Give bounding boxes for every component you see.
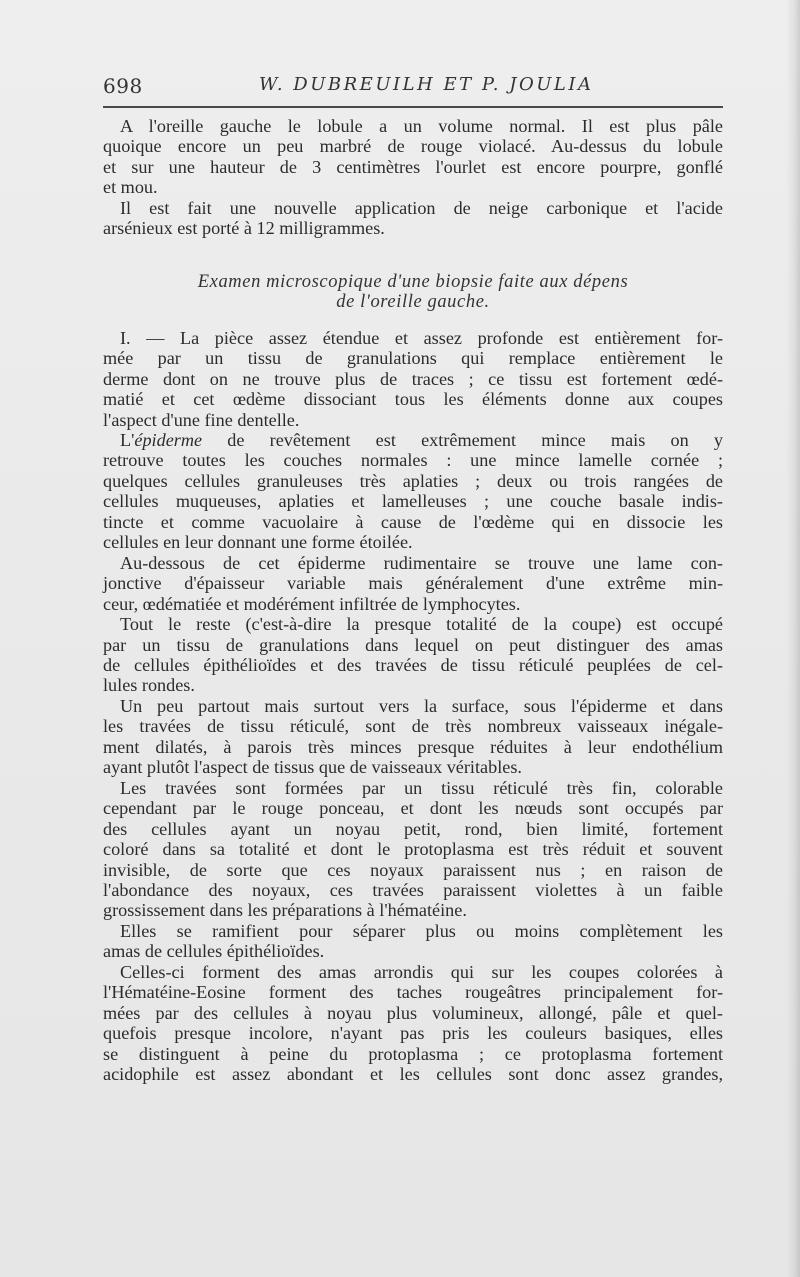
text-line: Il est fait une nouvelle application de neige carbonique et l'acide <box>120 197 723 218</box>
paragraph <box>103 614 723 696</box>
paragraph <box>103 921 723 962</box>
text-line: par un tissu de granulations dans lequel on peut distinguer des amas <box>103 634 723 655</box>
text-line: quefois presque incolore, n'ayant pas pris les couleurs basiques, elles <box>103 1023 723 1044</box>
lead-italic-term: épiderme <box>134 429 203 450</box>
text-line: ceur, œdématiée et modérément infiltrée de lymphocytes. <box>103 593 521 614</box>
section-heading-line: de l'oreille gauche. <box>336 292 490 313</box>
text-line: retrouve toutes les couches normales : une mince lamelle cornée ; <box>103 450 723 471</box>
spacer <box>103 313 723 328</box>
text-line: tincte et comme vacuolaire à cause de l'œdème qui en dissocie les <box>103 511 723 532</box>
text-line: ment dilatés, à parois très minces presque réduites à leur endothélium <box>103 736 723 757</box>
text-line: Celles-ci forment des amas arrondis qui sur les coupes colorées à <box>120 961 723 982</box>
paragraph <box>103 430 723 553</box>
paragraph <box>103 696 723 778</box>
text-line: Au-dessous de cet épiderme rudimentaire se trouve une lame con- <box>120 552 723 573</box>
text-line: cellules muqueuses, aplaties et lamelleuses ; une couche basale indis- <box>103 491 723 512</box>
lead-prefix: L' <box>120 429 135 450</box>
text-line: quelques cellules granuleuses très aplaties ; deux ou trois rangées de <box>103 470 723 491</box>
text-line: se distinguent à peine du protoplasma ; ce protoplasma fortement <box>103 1043 723 1064</box>
text-line: derme dont on ne trouve plus de traces ; ce tissu est fortement œdé- <box>103 368 723 389</box>
header-rule <box>103 106 723 108</box>
section-heading <box>103 272 723 313</box>
text-line: et sur une hauteur de 3 centimètres l'ourlet est encore pourpre, gonflé <box>103 156 723 177</box>
text-line: Les travées sont formées par un tissu réticulé très fin, colorable <box>120 777 723 798</box>
text-line: acidophile est assez abondant et les cellules sont donc assez grandes, <box>103 1064 723 1085</box>
text-line: des cellules ayant un noyau petit, rond, bien limité, fortement <box>103 818 723 839</box>
text-line: mée par un tissu de granulations qui remplace entièrement le <box>103 348 723 369</box>
text-line: lules rondes. <box>103 675 195 696</box>
paragraph <box>103 328 723 430</box>
page-number: 698 <box>103 74 143 98</box>
paragraph <box>103 198 723 239</box>
text-line: quoique encore un peu marbré de rouge violacé. Au-dessus du lobule <box>103 136 723 157</box>
text-line: et mou. <box>103 177 158 198</box>
text-line: matié et cet œdème dissociant tous les éléments donne aux coupes <box>103 389 723 410</box>
page-header <box>103 68 723 98</box>
text-line: mées par des cellules à noyau plus volumineux, allongé, pâle et quel- <box>103 1002 723 1023</box>
running-head: W. DUBREUILH ET P. JOULIA <box>259 74 594 95</box>
page-edge-shadow <box>786 0 800 1277</box>
text-line: l'abondance des noyaux, ces travées paraissent violettes à un faible <box>103 879 723 900</box>
text-line: Tout le reste (c'est-à-dire la presque totalité de la coupe) est occupé <box>120 614 723 635</box>
text-line: l'aspect d'une fine dentelle. <box>103 409 300 430</box>
text-line: amas de cellules épithélioïdes. <box>103 941 325 962</box>
text-line <box>103 430 723 450</box>
text-line: jonctive d'épaisseur variable mais généralement d'une extrême min- <box>103 573 723 594</box>
text-line: coloré dans sa totalité et dont le protoplasma est très réduit et souvent <box>103 839 723 860</box>
line-text: de revêtement est extrêmement mince mais on y <box>202 429 723 450</box>
body-text <box>103 116 723 1084</box>
text-line: les travées de tissu réticulé, sont de très nombreux vaisseaux inégale- <box>103 716 723 737</box>
paragraph <box>103 962 723 1085</box>
section-heading-line: Examen microscopique d'une biopsie faite aux dépens <box>197 271 629 292</box>
text-line: arsénieux est porté à 12 milligrammes. <box>103 218 385 239</box>
text-line: ayant plutôt l'aspect de tissus que de vaisseaux véritables. <box>103 757 522 778</box>
text-line: invisible, de sorte que ces noyaux paraissent nus ; en raison de <box>103 859 723 880</box>
text-line: de cellules épithélioïdes et des travées de tissu réticulé peuplées de cel- <box>103 654 723 675</box>
paragraph <box>103 778 723 921</box>
text-line: I. — La pièce assez étendue et assez profonde est entièrement for- <box>120 327 723 348</box>
spacer <box>103 239 723 272</box>
text-line: Elles se ramifient pour séparer plus ou moins complètement les <box>120 920 723 941</box>
text-line: A l'oreille gauche le lobule a un volume normal. Il est plus pâle <box>120 116 723 136</box>
text-line: grossissement dans les préparations à l'hématéine. <box>103 900 467 921</box>
text-line: Un peu partout mais surtout vers la surface, sous l'épiderme et dans <box>120 695 723 716</box>
text-line: l'Hématéine-Eosine forment des taches rougeâtres principalement for- <box>103 982 723 1003</box>
text-line: cependant par le rouge ponceau, et dont les nœuds sont occupés par <box>103 798 723 819</box>
paragraph <box>103 116 723 198</box>
paragraph <box>103 553 723 614</box>
text-line: cellules en leur donnant une forme étoilée. <box>103 532 413 553</box>
